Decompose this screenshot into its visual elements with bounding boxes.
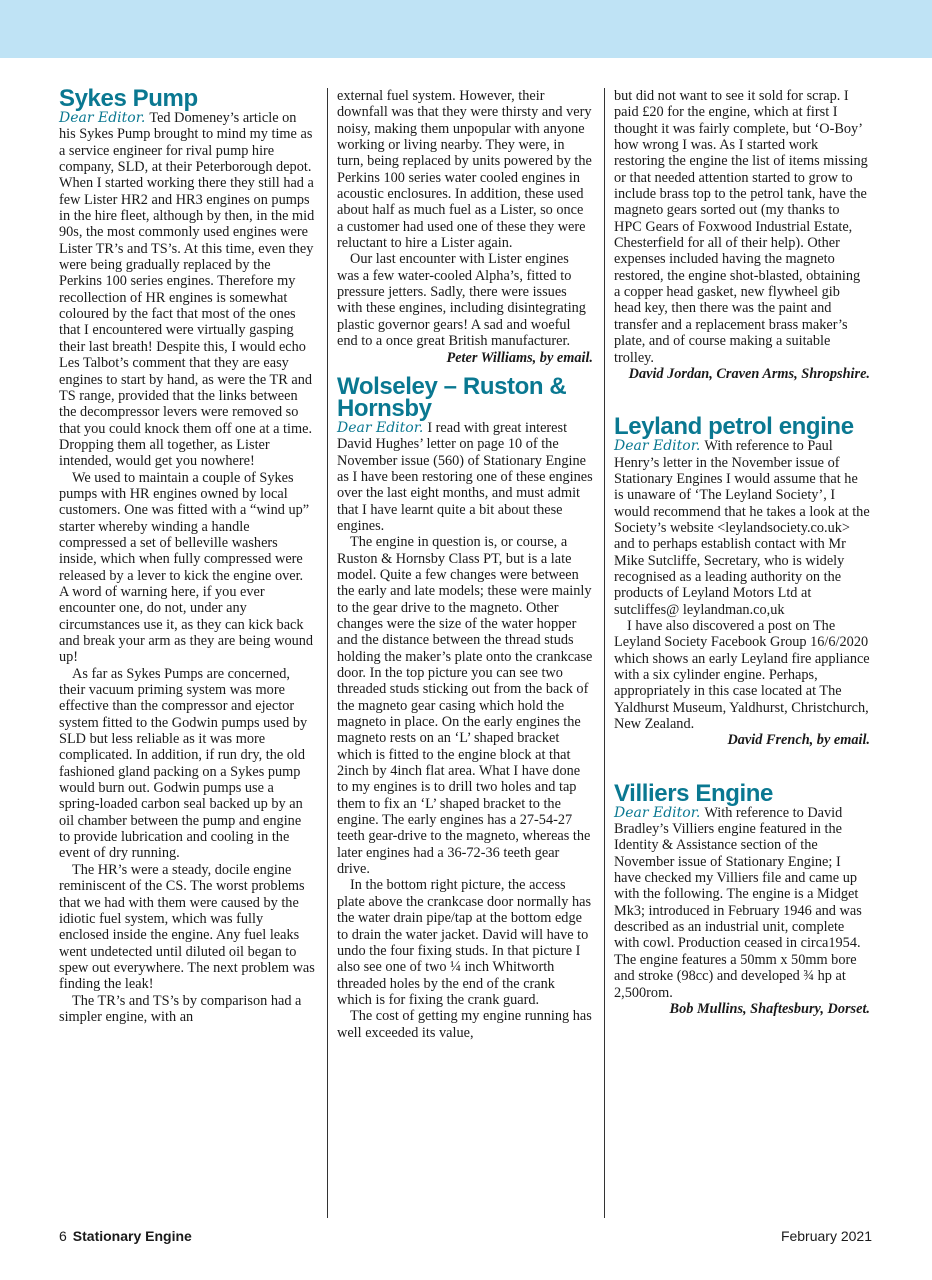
letter-paragraph: The cost of getting my engine running has well exceeded its value, [337, 1008, 592, 1041]
letter-paragraph: The engine in question is, or course, a Ruston & Hornsby Class PT, but is a late model. Quite a few changes were between the early and late models; these were mainly to the gear drive to the magneto. Other changes were the size of the water hopper and the distance between the thread studs holding the maker’s plate onto the crankcase door. In the top picture you can see two threaded studs sticking out from the back of the magneto gear casing which hold the magneto in place. On the early engines the magneto rests on an ‘L’ shaped bracket which is fitted to the engine block at that 2inch by 4inch flat area. What I have done to my engines is to drill two holes and tap them to fix an ‘L’ shaped bracket to the engine. The early engines has a 27-54-27 teeth gear-drive to the magneto, whereas the later engines had a 36-72-36 teeth gear drive. [337, 534, 593, 878]
issue-date: February 2021 [780, 1228, 872, 1244]
salutation: Dear Editor. [59, 110, 146, 126]
letter-signature: Bob Mullins, Shaftesbury, Dorset. [669, 1000, 870, 1017]
letter-paragraph: As far as Sykes Pumps are concerned, their vacuum priming system was more effective than the compressor and ejector system fitted to the Godwin pumps used by SLD but less reliable as it was more complicated. In addition, if run dry, the old fashioned gland packing on a Sykes pump would burn out. Godwin pumps use a spring-loaded carbon seal backed up by an oil chamber between the pump and engine to provide lubrication and cooling in the event of dry running. [59, 665, 308, 862]
letter-signature: Peter Williams, by email. [446, 349, 593, 366]
letter-title-sykes-pump: Sykes Pump [59, 85, 198, 112]
column-2 [337, 88, 593, 1041]
page-number: 6 [59, 1228, 67, 1244]
column-3 [614, 88, 870, 1017]
salutation: Dear Editor. [614, 804, 701, 821]
letter-title-villiers: Villiers Engine [614, 779, 773, 807]
column-divider [327, 88, 328, 1218]
footer-folio [59, 1228, 192, 1244]
column-1 [59, 85, 315, 1025]
column-divider [604, 88, 605, 1218]
paragraph-text: With reference to David Bradley’s Villiers engine featured in the Identity & Assistance section of the November issue of Stationary Engine; I have checked my Villiers file and came up with the following. The engine is a Midget Mk3; introduced in February 1946 and was described as an industrial unit, complete with cowl. Production ceased in circa1954. The engine features a 50mm x 50mm bore and stroke (98cc) and developed ¾ hp at 2,500rom. [614, 804, 862, 1001]
letter-paragraph: but did not want to see it sold for scrap. I paid £20 for the engine, which at first I thought it was fairly complete, but ‘O-Boy’ how wrong I was. As I started work restoring the engine the list of items missing or that needed attention started to grow to include brass top to the petrol tank, have the magneto gears sorted out (my thanks to HPC Gears of Foxwood Industrial Estate, Chesterfield for all of their help). Other expenses included having the magneto restored, the engine shot-blasted, obtaining a copper head gasket, new flywheel gib head key, then there was the paint and transfer and a replacement brass maker’s plate, and of course making a suitable trolley. [614, 88, 868, 366]
letter-paragraph [59, 110, 315, 470]
salutation: Dear Editor. [614, 438, 701, 455]
letter-paragraph: external fuel system. However, their downfall was that they were thirsty and very noisy, making them unpopular with anyone working or living nearby. They were, in turn, being replaced by units powered by the Perkins 100 series water cooled engines in acoustic enclosures. In addition, these used about half as much fuel as a Lister, so once a customer had used one of these they were reluctant to hire a Lister again. [337, 88, 592, 252]
salutation: Dear Editor. [337, 419, 424, 436]
letter-title-wolseley: Wolseley – Ruston & Hornsby [337, 372, 567, 422]
paragraph-text: I read with great interest David Hughes’ letter on page 10 of the November issue (560) of Stationary Engine as I have been restoring one of these engines over the last eight months, and must admit that I have learnt quite a bit about these engines. [337, 419, 593, 534]
paragraph-text: With reference to Paul Henry’s letter in the November issue of Stationary Engines I would assume that he is unaware of ‘The Leyland Society’, I would recommend that he takes a look at the Society’s website <leylandsociety.co.uk> and to perhaps establish contact with Mr Mike Sutcliffe, Secretary, who is widely recognised as a leading authority on the products of Leyland Motors Ltd at sutcliffes@ leylandman.co,uk [614, 438, 870, 618]
letter-paragraph: The TR’s and TS’s by comparison had a simpler engine, with an [59, 992, 302, 1025]
letter-paragraph [614, 438, 870, 618]
letter-paragraph: We used to maintain a couple of Sykes pumps with HR engines owned by local customers. One was fitted with a “wind up” starter whereby winding a handle compressed a set of belleville washers inside, which when fully compressed were released by a lever to kick the engine over. A word of warning here, if you ever encounter one, do not, under any circumstances use it, as they can kick back and break your arm as they are being wound up! [59, 469, 314, 666]
letter-paragraph [614, 805, 870, 1001]
letter-paragraph [337, 420, 593, 534]
top-color-band [0, 0, 932, 58]
magazine-name: Stationary Engine [72, 1228, 192, 1244]
letter-title-leyland: Leyland petrol engine [614, 413, 854, 441]
letter-paragraph: Our last encounter with Lister engines was a few water-cooled Alpha’s, fitted to pressure jetters. Sadly, there were issues with these engines, including disintegrating plastic governor gears! A sad and woeful end to a once great British manufacturer. [337, 251, 586, 350]
paragraph-text: Ted Domeney’s article on his Sykes Pump brought to mind my time as a service engineer for rival pump hire company, SLD, at their Peterborough depot. When I started working there they still had a few Lister HR2 and HR3 engines on pumps in the hire fleet, although by then, in the mid 90s, the most commonly used engines were Lister TR’s and TS’s. At this time, even they were being gradually replaced by the Perkins 100 series engines. Therefore my recollection of HR engines is somewhat coloured by the fact that most of the ones that I encountered were virtually gasping their last breath! Despite this, I would echo Les Talbot’s comment that they are easy engines to start by hand, as were the TR and TS range, provided that the links between the decompressor levers were removed so that you could knock them off one at a time. Dropping them all together, as Lister intended, would get you nowhere! [59, 110, 315, 470]
letter-paragraph: In the bottom right picture, the access plate above the crankcase door normally has the water drain pipe/tap at the bottom edge to drain the water jacket. David will have to undo the four fixing studs. In that picture I also see one of two ¼ inch Whitworth threaded holes by the end of the crank which is for fixing the crank guard. [337, 877, 592, 1008]
letter-signature: David Jordan, Craven Arms, Shropshire. [628, 365, 870, 382]
letter-paragraph: I have also discovered a post on The Leyland Society Facebook Group 16/6/2020 which shows an early Leyland fire appliance with a six cylinder engine. Perhaps, appropriately in this case located at The Yaldhurst Museum, Yaldhurst, Christchurch, New Zealand. [614, 617, 870, 733]
letter-signature: David French, by email. [727, 732, 870, 749]
letter-paragraph: The HR’s were a steady, docile engine reminiscent of the CS. The worst problems that we had with them were caused by the idiotic fuel system, which was fully enclosed inside the engine. Any fuel leaks went undetected until diluted oil began to spew out everywhere. The next problem was finding the leak! [59, 861, 315, 993]
